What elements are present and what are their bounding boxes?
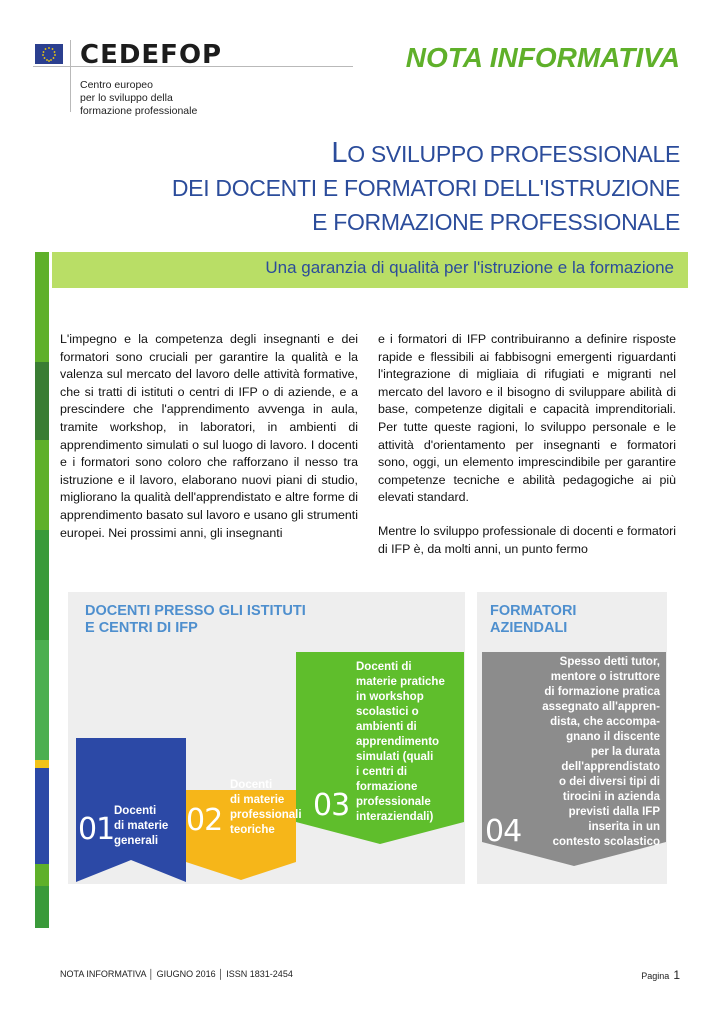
page-num: 1 (673, 968, 680, 982)
panel-title-line: FORMATORI (490, 603, 577, 619)
side-strip (35, 252, 49, 362)
item-text-03: Docenti di materie pratiche in workshop scolastici o ambienti di apprendimento simulati (quali i centri di formazione professionale interaziendali) (356, 661, 445, 823)
body-column-left (60, 331, 358, 558)
title-line: DEI DOCENTI E FORMATORI DELL'ISTRUZIONE (171, 175, 680, 201)
title-line: E FORMAZIONE PROFESSIONALE (312, 209, 680, 235)
body-paragraph: e i formatori di IFP contribuiranno a definire risposte rapide e flessibili ai fabbisogni emergenti riguardanti l'integrazione di migliaia di rifugiati e migranti nel mercato del lavoro e il bisogno di sviluppare abilità di base, competenze digitali e capacità imprenditoriali. Per tutte queste ragioni, lo sviluppo personale e le attività d'orientamento per insegnanti e formatori sono, oggi, un elemento imprescindibile per garantire competenze tecniche e abilità pedagogiche ai più elevati standard. (378, 332, 676, 505)
body-paragraph: Mentre lo sviluppo professionale di docenti e formatori di IFP è, da molti anni, un punto fermo (378, 523, 676, 556)
eu-flag-logo (35, 44, 63, 64)
side-strip (35, 362, 49, 440)
title-capital: L (331, 137, 348, 169)
item-text-02: Docenti di materie professionali teoriche (230, 779, 302, 836)
panel-title-companies (490, 603, 576, 637)
panel-title-line: DOCENTI PRESSO GLI ISTITUTI (85, 603, 306, 619)
subtitle-text: Una garanzia di qualità per l'istruzione e la formazione (265, 258, 674, 277)
cedefop-logo: CEDEFOP (80, 40, 223, 70)
page-number (641, 968, 680, 982)
body-column-right (378, 331, 676, 574)
page-label: Pagina (641, 971, 670, 981)
footer-info: NOTA INFORMATIVA │ GIUGNO 2016 │ ISSN 1831-2454 (60, 969, 293, 979)
document-type: NOTA INFORMATIVA (405, 42, 680, 73)
page-title (172, 136, 680, 239)
panel-title-schools (85, 603, 306, 637)
panel-title-line: E CENTRI DI IFP (85, 620, 198, 636)
item-number-03: 03 (313, 788, 350, 823)
org-line: formazione professionale (80, 105, 198, 117)
side-strip (35, 440, 49, 530)
title-line: O SVILUPPO PROFESSIONALE (347, 141, 680, 167)
side-strip (35, 640, 49, 760)
item-number-02: 02 (186, 803, 223, 838)
panel-title-line: AZIENDALI (490, 620, 568, 636)
item-number-01: 01 (78, 812, 115, 847)
org-line: Centro europeo (80, 79, 153, 91)
side-strip (35, 864, 49, 886)
org-line: per lo sviluppo della (80, 92, 173, 104)
side-strip (35, 886, 49, 928)
organization-name (80, 79, 280, 118)
header-divider-vertical (70, 40, 71, 112)
side-strip (35, 760, 49, 768)
item-text-04: Spesso detti tutor, mentore o istruttore di formazione pratica assegnato all'appren- dista, che accompa- gnano il discente per la durata dell'apprendistato o dei diversi tipi di tirocini in azienda previsti dalla IFP inserita in un contesto scolastico (542, 656, 660, 848)
body-paragraph: L'impegno e la competenza degli insegnanti e dei formatori sono cruciali per garantire la qualità e la valenza sul mercato del lavoro delle attività formative, che si tratti di istituti o centri di IFP o di aziende, e a prescindere che l'apprendimento avvenga in aula, tramite workshop, in laboratori, in ambienti di apprendimento simulati o sul luogo di lavoro. I docenti e i formatori sono coloro che rafforzano il nesso tra istruzione e il lavoro, elaborano nuovi piani di studio, migliorano la qualità dell'apprendistato e altre forme di apprendimento basato sul lavoro e usano gli strumenti europei. Nei prossimi anni, gli insegnanti (60, 332, 358, 540)
side-strip (35, 768, 49, 864)
item-text-01: Docenti di materie generali (114, 805, 169, 847)
side-strip (35, 530, 49, 640)
item-number-04: 04 (485, 814, 522, 849)
